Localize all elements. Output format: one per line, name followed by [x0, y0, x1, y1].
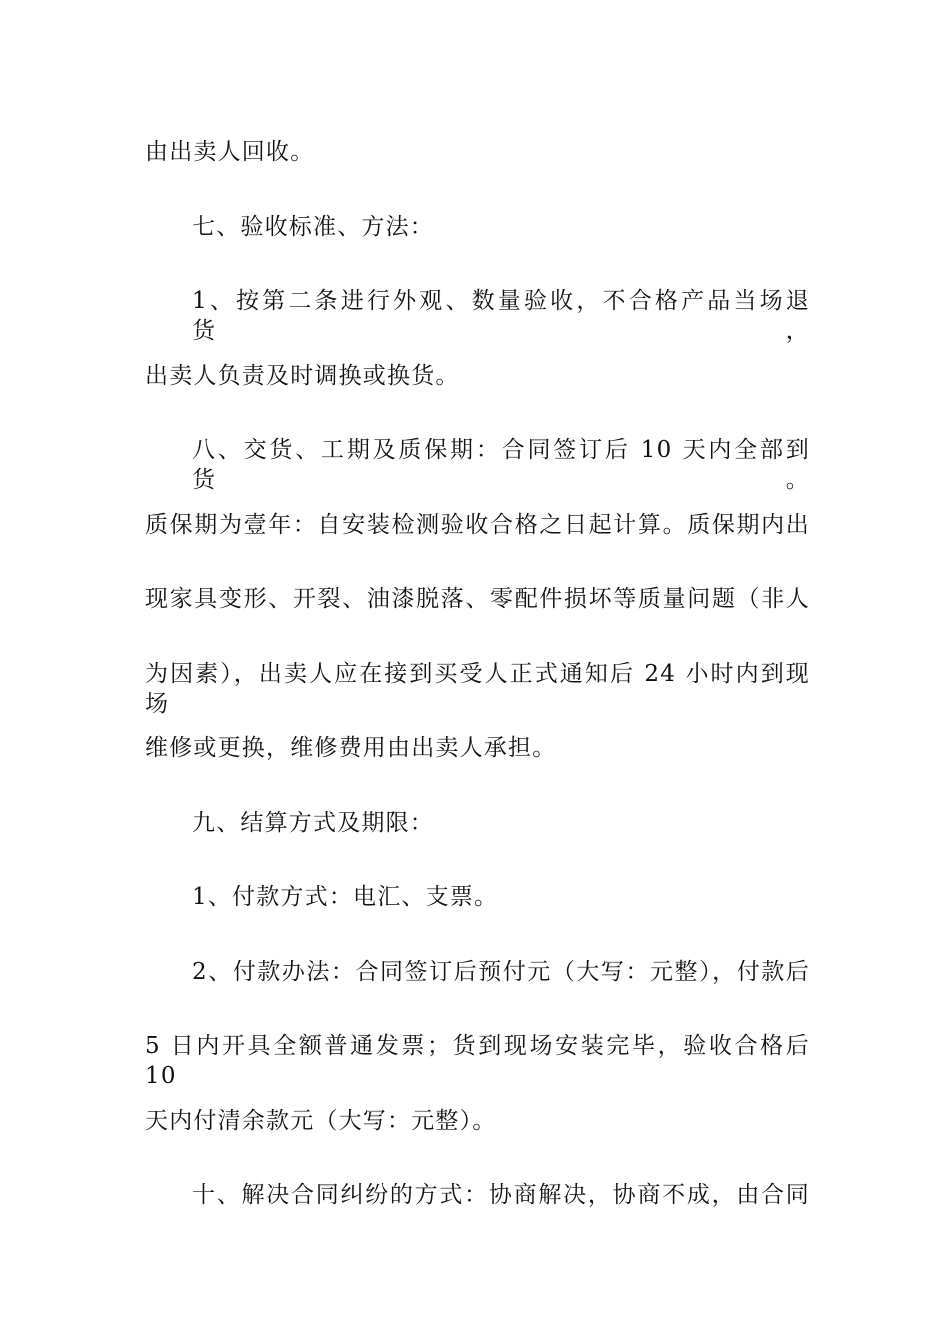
text-line-4: 出卖人负责及时调换或换货。	[145, 363, 460, 389]
text-line-3: 1、按第二条进行外观、数量验收，不合格产品当场退货，	[192, 288, 810, 344]
text-line-8: 为因素），出卖人应在接到买受人正式通知后 24 小时内到现场	[145, 661, 810, 717]
text-line-12: 2、付款办法：合同签订后预付元（大写：元整），付款后	[192, 959, 810, 985]
text-line-13: 5 日内开具全额普通发票；货到现场安装完毕，验收合格后 10	[145, 1033, 810, 1089]
section-heading-10: 十、解决合同纠纷的方式：协商解决，协商不成，由合同	[192, 1182, 810, 1208]
text-line-7: 现家具变形、开裂、油漆脱落、零配件损坏等质量问题（非人	[145, 586, 810, 612]
section-heading-8: 八、交货、工期及质保期：合同签订后 10 天内全部到货。	[192, 437, 810, 493]
text-line-14: 天内付清余款元（大写：元整）。	[145, 1108, 497, 1134]
section-heading-7: 七、验收标准、方法：	[192, 214, 434, 240]
text-line-6: 质保期为壹年：自安装检测验收合格之日起计算。质保期内出	[145, 512, 810, 538]
text-line-1: 由出卖人回收。	[145, 139, 315, 165]
text-line-11: 1、付款方式：电汇、支票。	[192, 884, 499, 910]
section-heading-9: 九、结算方式及期限：	[192, 810, 434, 836]
text-line-9: 维修或更换，维修费用由出卖人承担。	[145, 735, 557, 761]
